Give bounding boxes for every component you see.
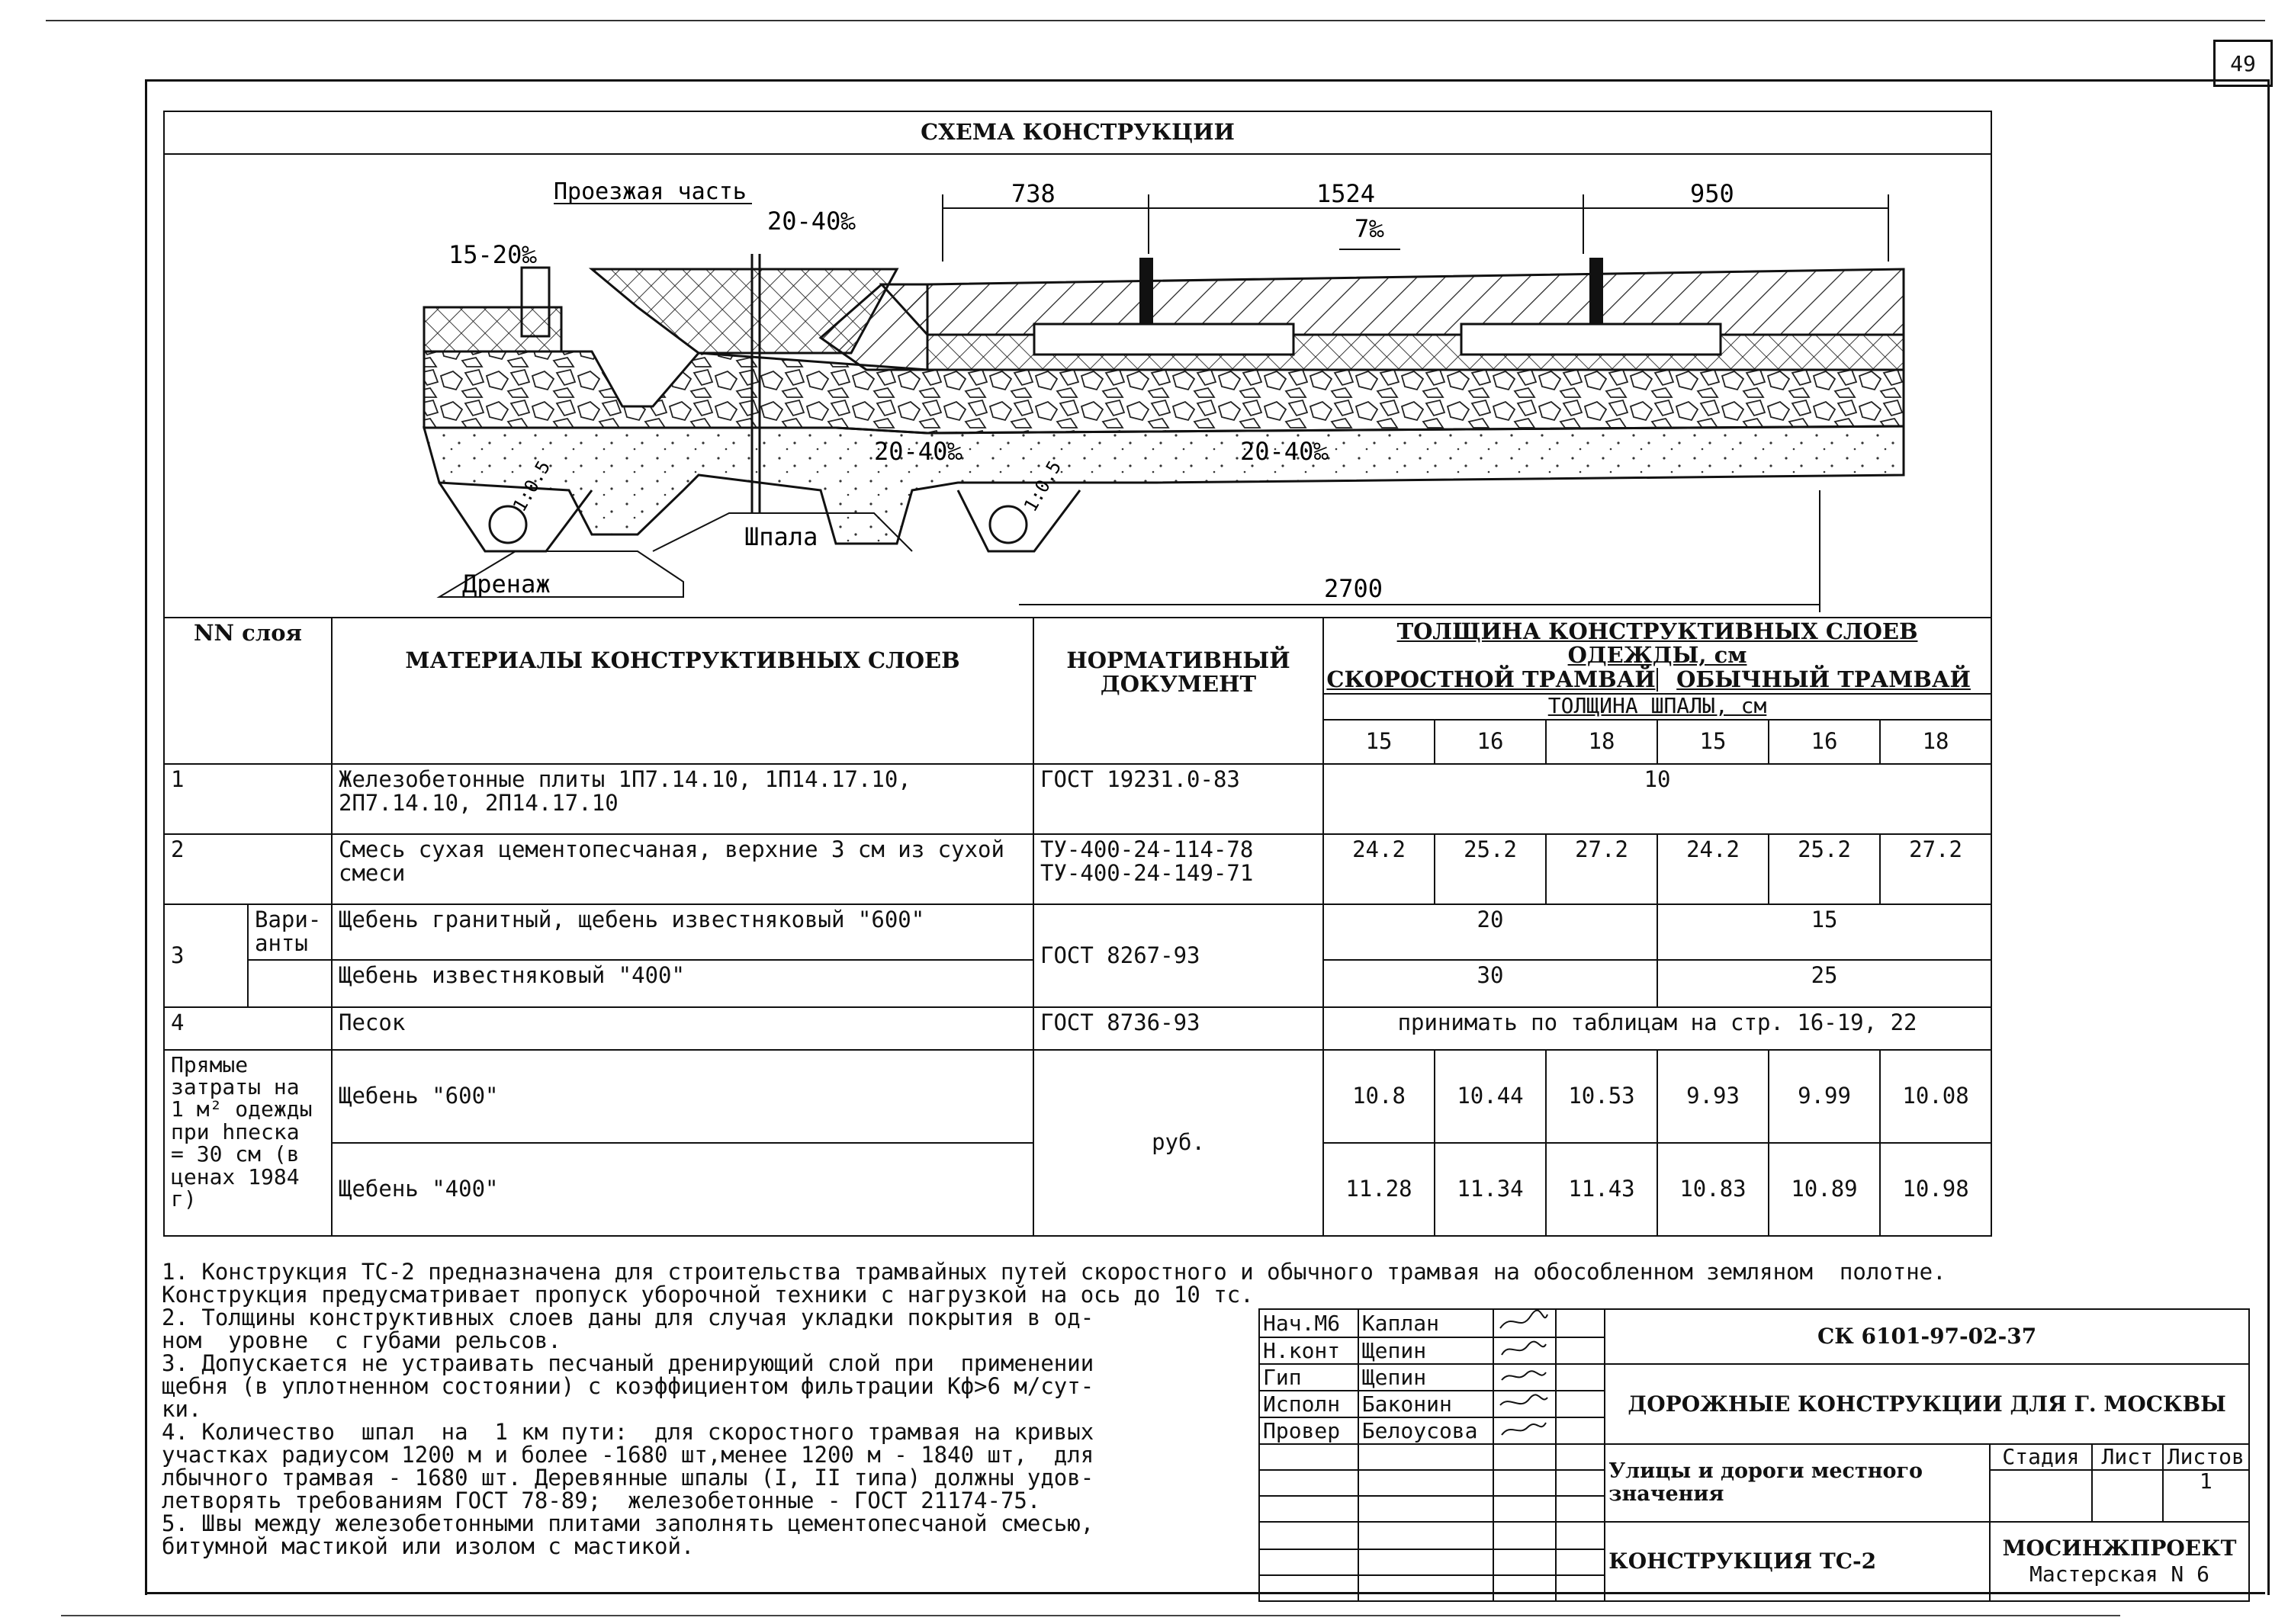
note-line: 1. Конструкция ТС-2 предназначена для строительства трамвайных путей скоростного и обычного трамвая на обособленном земляном полотне. <box>162 1259 1946 1285</box>
bottom-edge-line <box>61 1615 2120 1616</box>
row3-a-regular: 15 <box>1657 904 1991 960</box>
label-roadway: Проезжая часть <box>554 178 747 205</box>
row3-variants: Вари- анты <box>248 904 332 960</box>
regular-tram-header: ОБЫЧНЫЙ ТРАМВАЙ <box>1676 666 1971 692</box>
row2-value-2: 25.2 <box>1435 834 1546 904</box>
note-line: 3. Допускается не устраивать песчаный дренирующий слой при применении <box>162 1350 1094 1376</box>
label-ratio-2: 1:0.5 <box>1019 457 1066 515</box>
costs-b-value-6: 10.98 <box>1880 1143 1991 1236</box>
stamp-role-3: Гип <box>1259 1364 1358 1391</box>
row3-a-fast: 20 <box>1323 904 1657 960</box>
sleeper-col-2: 16 <box>1435 720 1546 764</box>
sleeper-col-3: 18 <box>1546 720 1657 764</box>
stamp-workshop: Мастерская N 6 <box>2029 1561 2209 1587</box>
row2-value-5: 25.2 <box>1769 834 1880 904</box>
row4-doc: ГОСТ 8736-93 <box>1033 1007 1323 1050</box>
construction-scheme <box>165 155 1989 617</box>
row3-material-a: Щебень гранитный, щебень известняковый "600" <box>332 904 1033 960</box>
stamp-sheets-label: Листов <box>2163 1444 2249 1470</box>
costs-a-material: Щебень "600" <box>332 1050 1033 1143</box>
stamp-name-5: Белоусова <box>1358 1417 1493 1444</box>
costs-b-value-4: 10.83 <box>1657 1143 1769 1236</box>
sleeper-col-6: 18 <box>1880 720 1991 764</box>
signature-3 <box>1493 1364 1556 1391</box>
costs-a-value-5: 9.99 <box>1769 1050 1880 1143</box>
stamp-role-1: Нач.М6 <box>1259 1309 1358 1337</box>
stamp-org-cell <box>1990 1522 2249 1601</box>
label-dim-950: 950 <box>1690 179 1734 208</box>
stamp-code: СК 6101-97-02-37 <box>1605 1309 2249 1364</box>
table-row <box>164 764 1991 834</box>
scheme-title: СХЕМА КОНСТРУКЦИИ <box>164 111 1991 154</box>
costs-b-value-2: 11.34 <box>1435 1143 1546 1236</box>
stamp-role-2: Н.конт <box>1259 1337 1358 1364</box>
note-line: щебня (в уплотненном состоянии) с коэффициентом фильтрации Кф>6 м/сут- <box>162 1373 1094 1399</box>
row4-material: Песок <box>332 1007 1033 1050</box>
stamp-org: МОСИНЖПРОЕКТ <box>2002 1536 2237 1561</box>
row4-number: 4 <box>164 1007 332 1050</box>
stamp-name-1: Каплан <box>1358 1309 1493 1337</box>
label-slope-4: 20-40‰ <box>1240 437 1329 466</box>
row2-value-6: 27.2 <box>1880 834 1991 904</box>
stamp-name-2: Щепин <box>1358 1337 1493 1364</box>
note-line: 5. Швы между железобетонными плитами заполнять цементопесчаной смесью, <box>162 1510 1094 1536</box>
sleeper-col-5: 16 <box>1769 720 1880 764</box>
stamp-stage-label: Стадия <box>1990 1444 2092 1470</box>
costs-a-value-3: 10.53 <box>1546 1050 1657 1143</box>
top-border-line <box>46 20 2265 21</box>
note-line: ки. <box>162 1396 202 1422</box>
label-dim-2700: 2700 <box>1324 574 1383 603</box>
label-drainage: Дренаж <box>462 570 551 599</box>
signature-icon <box>1497 1338 1551 1359</box>
label-slope-2: 20-40‰ <box>767 207 856 236</box>
sleeper-col-1: 15 <box>1323 720 1435 764</box>
label-sleeper: Шпала <box>744 522 818 551</box>
stamp-name-3: Щепин <box>1358 1364 1493 1391</box>
tram-type-row <box>1326 668 1989 692</box>
row4-value: принимать по таблицам на стр. 16-19, 22 <box>1323 1007 1991 1050</box>
note-line: 2. Толщины конструктивных слоев даны для случая укладки покрытия в од- <box>162 1305 1094 1330</box>
scheme-cell <box>164 154 1991 618</box>
label-slope-5: 7‰ <box>1354 214 1384 243</box>
row2-number: 2 <box>164 834 332 904</box>
table-row <box>164 1050 1991 1143</box>
note-line: участках радиусом 1200 м и более -1680 шт,менее 1200 м - 1840 шт, для <box>162 1442 1094 1468</box>
row1-number: 1 <box>164 764 332 834</box>
row3-doc: ГОСТ 8267-93 <box>1033 904 1323 1007</box>
costs-b-value-3: 11.43 <box>1546 1143 1657 1236</box>
table-row <box>164 834 1991 904</box>
signature-icon <box>1497 1391 1551 1413</box>
signature-icon <box>1497 1365 1551 1386</box>
costs-a-value-1: 10.8 <box>1323 1050 1435 1143</box>
note-line: летворять требованиям ГОСТ 78-89; железобетонные - ГОСТ 21174-75. <box>162 1488 1041 1513</box>
label-slope-1: 15-20‰ <box>448 240 537 269</box>
costs-a-value-6: 10.08 <box>1880 1050 1991 1143</box>
row2-value-1: 24.2 <box>1323 834 1435 904</box>
label-ratio-1: 1:0.5 <box>508 457 555 515</box>
costs-a-value-4: 9.93 <box>1657 1050 1769 1143</box>
row1-doc: ГОСТ 19231.0-83 <box>1033 764 1323 834</box>
costs-a-value-2: 10.44 <box>1435 1050 1546 1143</box>
note-line: 4. Количество шпал на 1 км пути: для скоростного трамвая на кривых <box>162 1419 1094 1445</box>
signature-1 <box>1493 1309 1556 1337</box>
fast-tram-header: СКОРОСТНОЙ ТРАМВАЙ <box>1326 668 1658 692</box>
stamp-sheets-value: 1 <box>2163 1470 2249 1522</box>
signature-icon <box>1497 1310 1551 1333</box>
stamp-drawing: КОНСТРУКЦИЯ ТС-2 <box>1605 1522 1990 1601</box>
costs-b-value-5: 10.89 <box>1769 1143 1880 1236</box>
table-row <box>164 1007 1991 1050</box>
row2-material: Смесь сухая цементопесчаная, верхние 3 см из сухой смеси <box>332 834 1033 904</box>
stamp-name-4: Баконин <box>1358 1391 1493 1417</box>
thickness-title: ТОЛЩИНА КОНСТРУКТИВНЫХ СЛОЕВ ОДЕЖДЫ, см <box>1396 618 1918 669</box>
stamp-role-4: Исполн <box>1259 1391 1358 1417</box>
row2-doc: ТУ-400-24-114-78 ТУ-400-24-149-71 <box>1033 834 1323 904</box>
label-dim-1524: 1524 <box>1316 179 1376 208</box>
title-block <box>1258 1308 2250 1602</box>
row1-material: Железобетонные плиты 1П7.14.10, 1П14.17.10, 2П7.14.10, 2П14.17.10 <box>332 764 1033 834</box>
col-material-header: МАТЕРИАЛЫ КОНСТРУКТИВНЫХ СЛОЕВ <box>332 618 1033 764</box>
sleeper-thickness-text: ТОЛЩИНА ШПАЛЫ, см <box>1547 692 1767 718</box>
label-dim-738: 738 <box>1011 179 1056 208</box>
row2-value-4: 24.2 <box>1657 834 1769 904</box>
stamp-section: Улицы и дороги местного значения <box>1605 1444 1990 1522</box>
row2-value-3: 27.2 <box>1546 834 1657 904</box>
costs-label: Прямые затраты на 1 м² одежды при hпеска = 30 см (в ценах 1984 г) <box>164 1050 332 1236</box>
signature-4 <box>1493 1391 1556 1417</box>
row3-material-b: Щебень известняковый "400" <box>332 960 1033 1007</box>
signature-5 <box>1493 1417 1556 1444</box>
stamp-role-5: Провер <box>1259 1417 1358 1444</box>
signature-icon <box>1497 1418 1551 1439</box>
costs-b-value-1: 11.28 <box>1323 1143 1435 1236</box>
construction-table <box>163 111 1992 1237</box>
note-line: Конструкция предусматривает пропуск уборочной техники с нагрузкой на ось до 10 тс. <box>162 1282 1254 1308</box>
sleeper-col-4: 15 <box>1657 720 1769 764</box>
label-slope-3: 20-40‰ <box>874 437 962 466</box>
row3-b-fast: 30 <box>1323 960 1657 1007</box>
costs-b-material: Щебень "400" <box>332 1143 1033 1236</box>
table-row <box>164 904 1991 960</box>
costs-unit: руб. <box>1033 1050 1323 1236</box>
note-line: ном уровне с губами рельсов. <box>162 1327 561 1353</box>
stamp-sheet-label: Лист <box>2092 1444 2163 1470</box>
col-layer-header: NN слоя <box>164 618 332 764</box>
note-line: битумной мастикой или изолом с мастикой. <box>162 1533 695 1559</box>
row3-b-regular: 25 <box>1657 960 1991 1007</box>
row3-number: 3 <box>164 904 248 1007</box>
signature-2 <box>1493 1337 1556 1364</box>
col-thickness-header <box>1323 618 1991 694</box>
row1-value: 10 <box>1323 764 1991 834</box>
note-line: лбычного трамвая - 1680 шт. Деревянные шпалы (I, II типа) должны удов- <box>162 1465 1094 1491</box>
col-doc-header: НОРМАТИВНЫЙ ДОКУМЕНТ <box>1033 618 1323 764</box>
page-number: 49 <box>2213 40 2273 87</box>
stamp-series: ДОРОЖНЫЕ КОНСТРУКЦИИ ДЛЯ Г. МОСКВЫ <box>1605 1364 2249 1444</box>
sleeper-thickness-header <box>1323 694 1991 720</box>
